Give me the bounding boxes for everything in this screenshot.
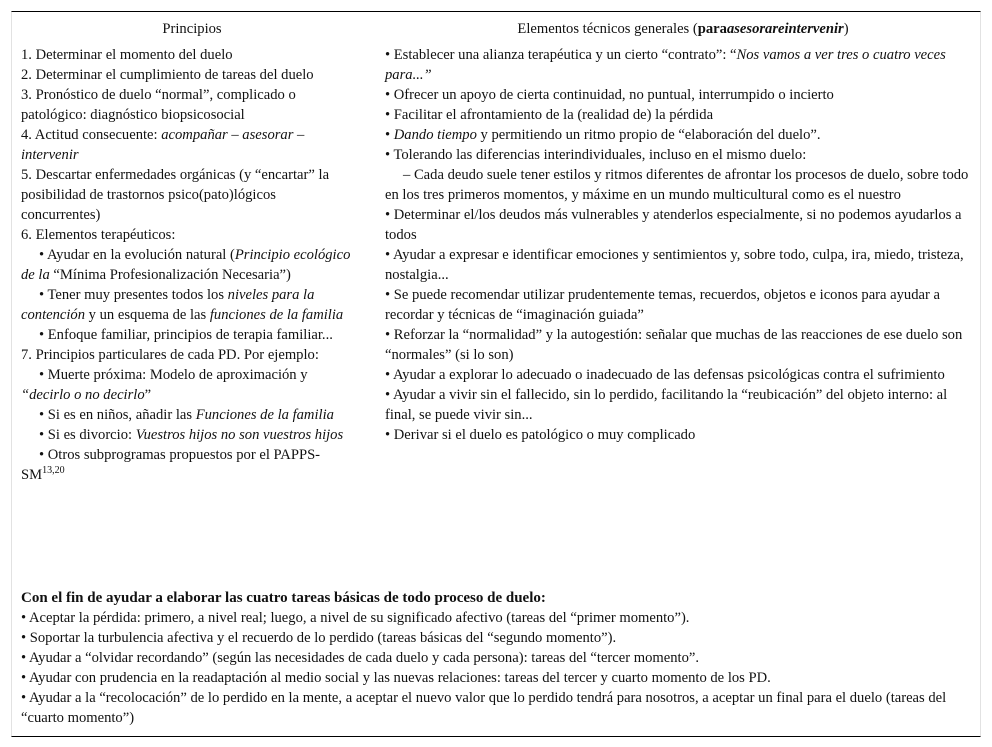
header-bold-text: para <box>697 21 727 37</box>
technique-item: • Se puede recomendar utilizar prudentemente temas, recuerdos, objetos e iconos para ayudar a recordar y técnicas de “imaginación guiada” <box>385 287 940 323</box>
header-text: ) <box>843 21 849 37</box>
technique-item: • Ayudar a vivir sin el fallecido, sin lo perdido, facilitando la “reubicación” del objeto interno: al final, se puede vivir sin... <box>385 387 948 423</box>
four-tasks-section <box>21 588 976 728</box>
technique-item: • Establecer una alianza terapéutica y un cierto “contrato”: “Nos vamos a ver tres o cuatro veces para...” <box>385 47 946 83</box>
task-item: • Ayudar con prudencia en la readaptación al medio social y las nuevas relaciones: tareas del tercer y cuarto momento de los PD. <box>21 670 771 686</box>
task-item: • Soportar la turbulencia afectiva y el recuerdo de lo perdido (tareas básicas del “segundo momento”). <box>21 630 617 646</box>
technique-item: • Tolerando las diferencias interindividuales, incluso en el mismo duelo: <box>385 147 807 163</box>
principle-item: 3. Pronóstico de duelo “normal”, complicado o patológico: diagnóstico biopsicosocial <box>21 87 296 123</box>
principle-item: 4. Actitud consecuente: acompañar – asesorar – intervenir <box>21 127 305 163</box>
principle-subitem: • Tener muy presentes todos los niveles para la contención y un esquema de las funciones de la familia <box>21 287 344 323</box>
principle-item: 6. Elementos terapéuticos: <box>21 227 176 243</box>
header-bold-italic-text: asesorareintervenir <box>726 21 844 37</box>
technique-item: • Ayudar a explorar lo adecuado o inadecuado de las defensas psicológicas contra el sufrimiento <box>385 367 945 383</box>
grief-principles-table <box>11 11 981 737</box>
principios-column <box>21 45 356 485</box>
technique-subitem: – Cada deudo suele tener estilos y ritmos diferentes de afrontar los procesos de duelo, sobre todo en los tres primeros momentos, y máxime en un mundo multicultural como es el nuestro <box>385 167 969 203</box>
principle-subitem: • Si es en niños, añadir las Funciones de la familia <box>39 407 334 423</box>
technique-item: • Ayudar a expresar e identificar emociones y sentimientos y, sobre todo, culpa, ira, miedo, tristeza, nostalgia... <box>385 247 964 283</box>
principle-subitem: • Si es divorcio: Vuestros hijos no son vuestros hijos <box>39 427 344 443</box>
column-header-principios <box>12 19 372 39</box>
principle-item: 5. Descartar enfermedades orgánicas (y “encartar” la posibilidad de trastornos psico(pato)lógicos concurrentes) <box>21 167 330 223</box>
principle-subitem: • Enfoque familiar, principios de terapia familiar... <box>39 327 333 343</box>
principle-item: 2. Determinar el cumplimiento de tareas del duelo <box>21 67 314 83</box>
technique-item: • Derivar si el duelo es patológico o muy complicado <box>385 427 696 443</box>
technique-item: • Determinar el/los deudos más vulnerables y atenderlos especialmente, si no podemos ayudarlos a todos <box>385 207 962 243</box>
technique-item: • Facilitar el afrontamiento de la (realidad de) la pérdida <box>385 107 714 123</box>
four-tasks-title: Con el fin de ayudar a elaborar las cuatro tareas básicas de todo proceso de duelo: <box>21 590 546 606</box>
technique-item: • Reforzar la “normalidad” y la autogestión: señalar que muchas de las reacciones de ese duelo son “normales” (si lo son) <box>385 327 963 363</box>
task-item: • Ayudar a la “recolocación” de lo perdido en la mente, a aceptar el nuevo valor que lo perdido tendrá para nosotros, a aceptar un final para el duelo (tareas del “cuarto momento”) <box>21 690 947 726</box>
task-item: • Aceptar la pérdida: primero, a nivel real; luego, a nivel de su significado afectivo (tareas del “primer momento”). <box>21 610 690 626</box>
principle-item: 1. Determinar el momento del duelo <box>21 47 233 63</box>
technique-item: • Dando tiempo y permitiendo un ritmo propio de “elaboración del duelo”. <box>385 127 821 143</box>
column-header-elementos-tecnicos <box>386 19 980 39</box>
header-text: Elementos técnicos generales ( <box>517 21 698 37</box>
task-item: • Ayudar a “olvidar recordando” (según las necesidades de cada duelo y cada persona): tareas del “tercer momento”. <box>21 650 700 666</box>
elementos-tecnicos-column <box>385 45 975 445</box>
principle-subitem: • Ayudar en la evolución natural (Principio ecológico de la “Mínima Profesionalización Necesaria”) <box>21 247 351 283</box>
principle-subitem: • Muerte próxima: Modelo de aproximación y “decirlo o no decirlo” <box>21 367 308 403</box>
citation-superscript: 13,20 <box>42 465 65 476</box>
header-text: Principios <box>162 21 222 37</box>
technique-item: • Ofrecer un apoyo de cierta continuidad, no puntual, interrumpido o incierto <box>385 87 834 103</box>
principle-subitem: • Otros subprogramas propuestos por el PAPPS-SM$^{13,20}$ <box>21 447 321 483</box>
principle-item: 7. Principios particulares de cada PD. Por ejemplo: <box>21 347 319 363</box>
